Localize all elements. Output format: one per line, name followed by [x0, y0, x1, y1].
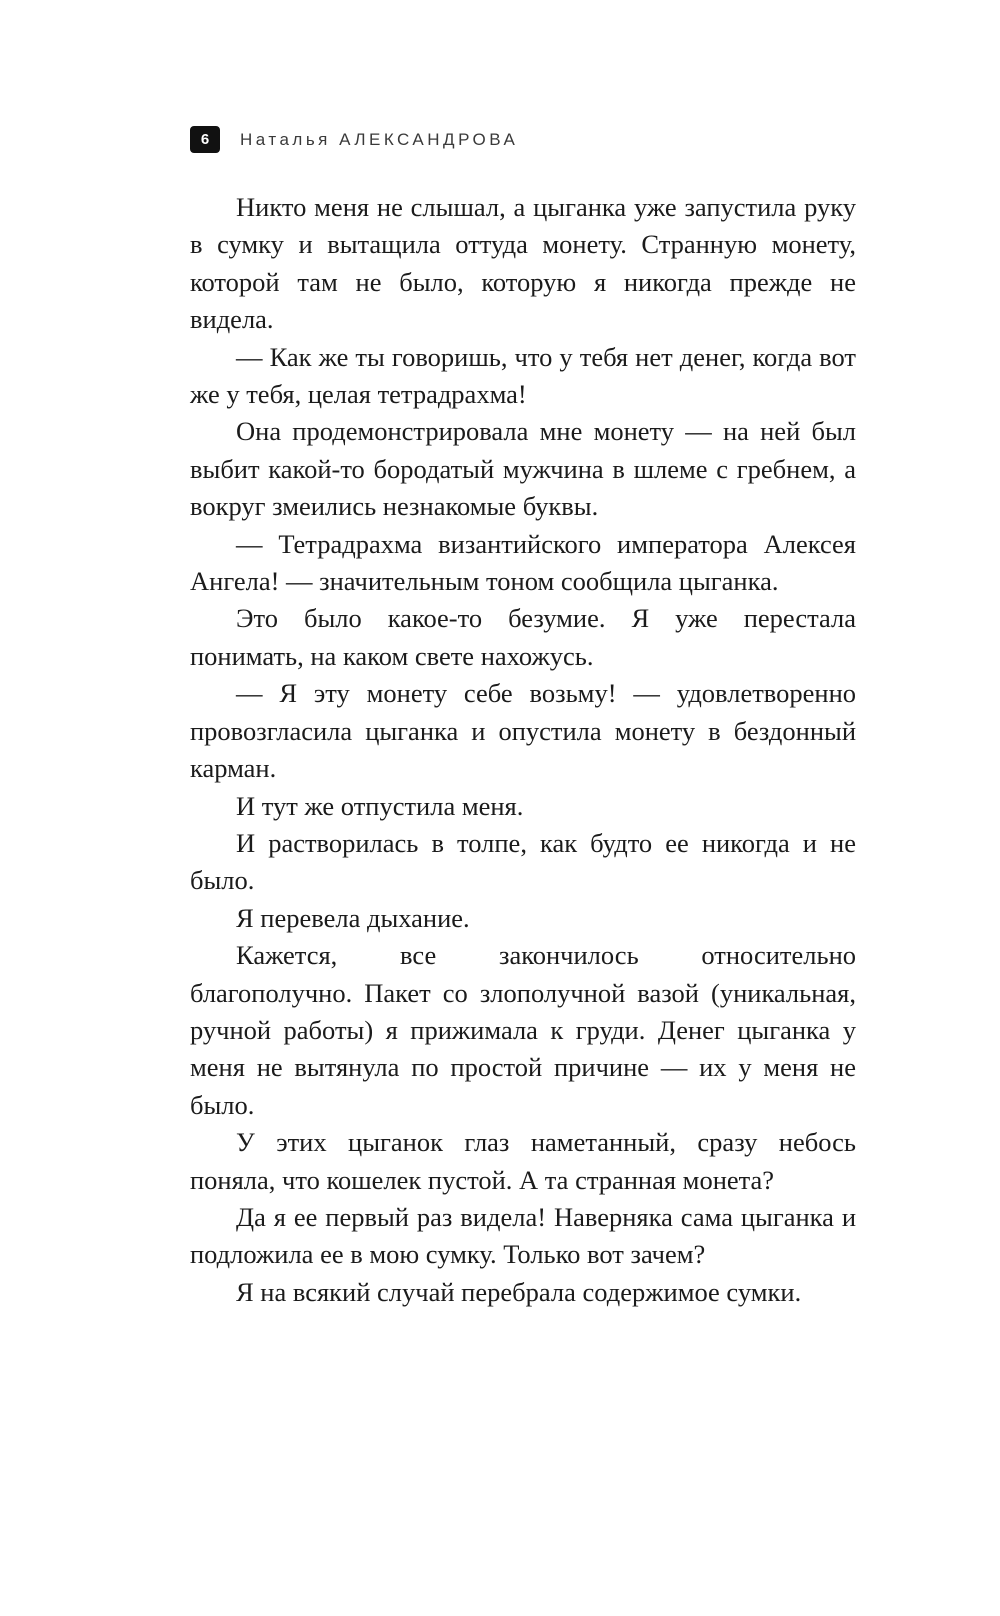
- paragraph: Кажется, все закончилось относительно благополучно. Пакет со злополучной вазой (уникальная, ручной работы) я прижимала к груди. Денег цыганка у меня не вытянула по простой причине — их у меня не было.: [190, 940, 856, 1120]
- paragraph: У этих цыганок глаз наметанный, сразу небось поняла, что кошелек пустой. А та странная монета?: [190, 1127, 856, 1195]
- paragraph: Это было какое-то безумие. Я уже перестала понимать, на каком свете нахожусь.: [190, 603, 856, 671]
- paragraph: — Как же ты говоришь, что у тебя нет денег, когда вот же у тебя, целая тетрадрахма!: [190, 341, 856, 410]
- page-body-text: [190, 189, 856, 1311]
- paragraph: — Тетрадрахма византийского императора Алексея Ангела! — значительным тоном сообщила цыганка.: [190, 528, 856, 597]
- running-header: [190, 126, 856, 153]
- paragraph: — Я эту монету себе возьму! — удовлетворенно провозгласила цыганка и опустила монету в бездонный карман.: [190, 678, 856, 784]
- paragraph: Она продемонстрировала мне монету — на ней был выбит какой-то бородатый мужчина в шлеме с гребнем, а вокруг змеились незнакомые буквы.: [190, 416, 856, 522]
- page-number-badge: 6: [190, 126, 220, 153]
- paragraph: Да я ее первый раз видела! Наверняка сама цыганка и подложила ее в мою сумку. Только вот зачем?: [190, 1201, 856, 1270]
- paragraph: Я на всякий случай перебрала содержимое сумки.: [236, 1276, 802, 1307]
- running-head-author: Наталья АЛЕКСАНДРОВА: [240, 129, 519, 149]
- paragraph: И растворилась в толпе, как будто ее никогда и не было.: [190, 827, 856, 896]
- paragraph: Я перевела дыхание.: [236, 902, 470, 933]
- paragraph: Никто меня не слышал, а цыганка уже запустила руку в сумку и вытащила оттуда монету. Странную монету, которой там не было, которую я никогда прежде не видела.: [190, 192, 856, 335]
- paragraph: И тут же отпустила меня.: [236, 790, 524, 821]
